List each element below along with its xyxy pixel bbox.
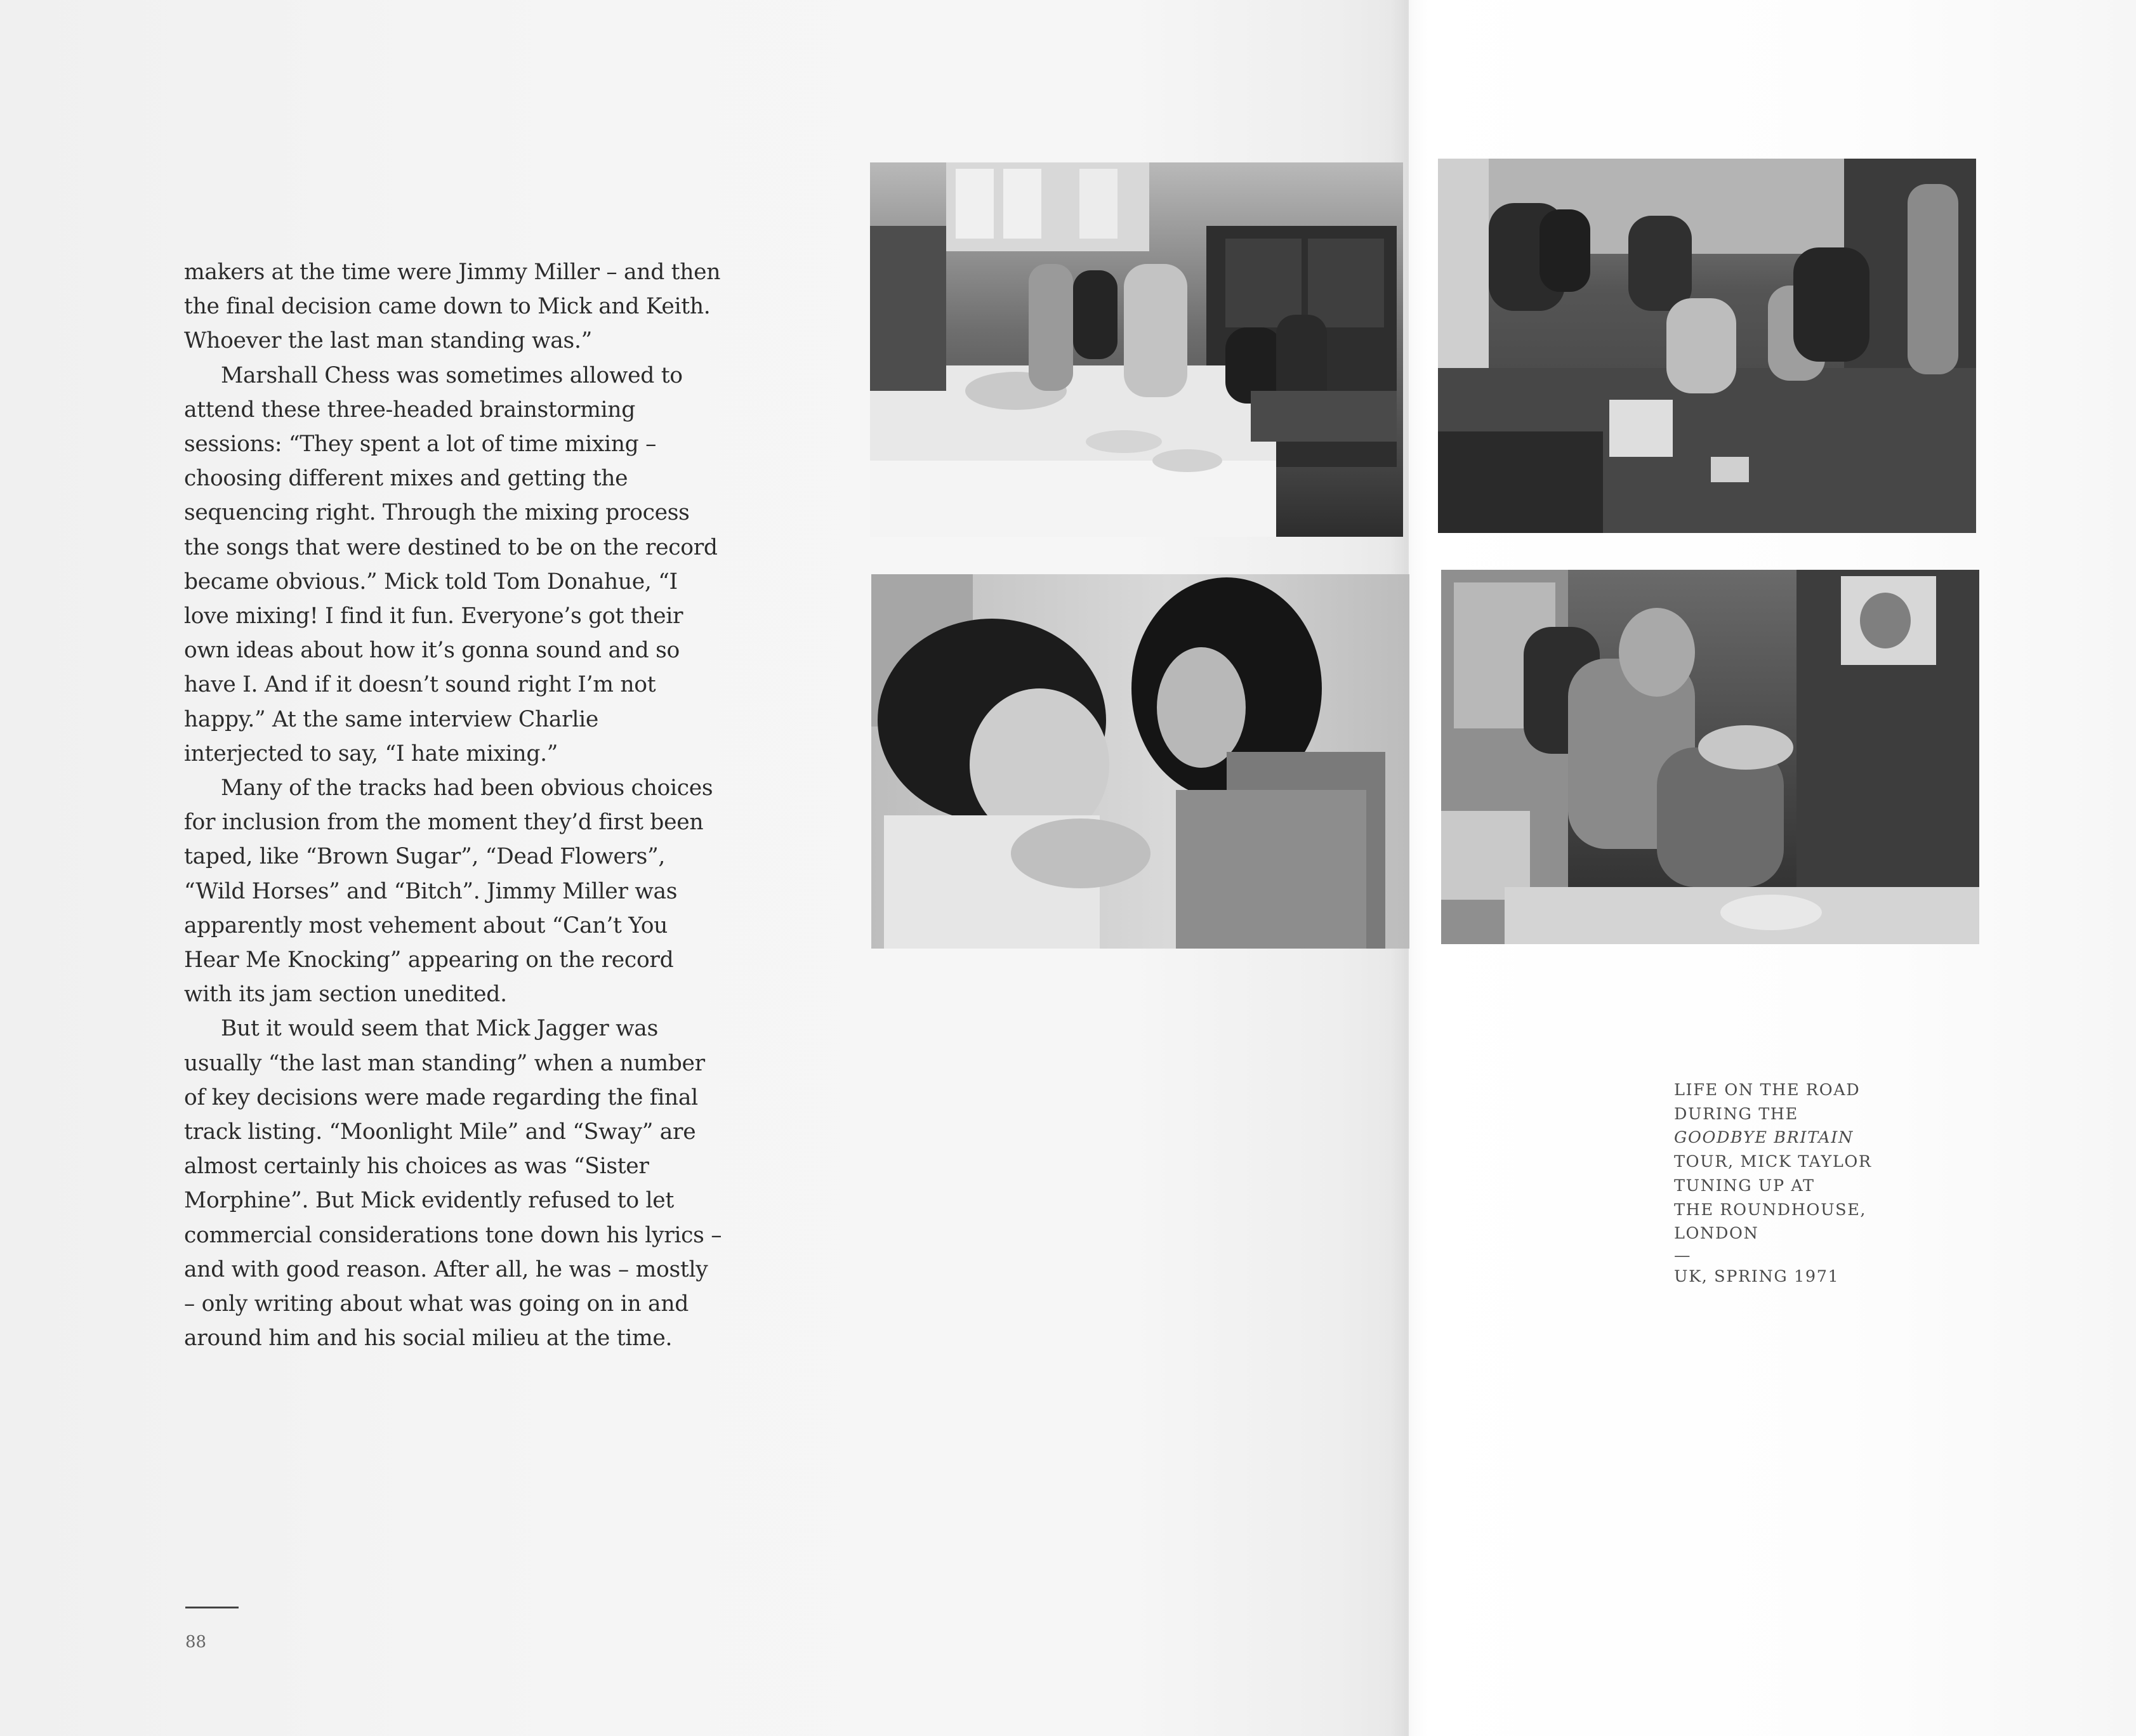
photo-caption [1674,1079,1915,1289]
caption-line-5: TUNING UP AT [1674,1176,1815,1195]
photo-closeup-pair-image [871,574,1409,949]
photo-group-on-floor [1438,159,1976,533]
caption-line-7: LONDON [1674,1224,1759,1244]
caption-line-2: DURING THE [1674,1104,1798,1124]
photo-backstage-tables [870,162,1403,537]
body-text [184,255,723,1356]
photo-backstage-tables-image [870,162,1403,537]
caption-line-6: THE ROUNDHOUSE, [1674,1200,1867,1220]
caption-dash: — [1674,1246,1692,1265]
paragraph-3: Many of the tracks had been obvious choices for inclusion from the moment they’d first been taped, like “Brown Sugar”, “Dead Flowers”, “Wild Horses” and “Bitch”. Jimmy Miller was apparently most vehement about “Can’t You Hear Me Knocking” appearing on the record with its jam section unedited. [184,775,713,1008]
photo-group-cabinet-image [1441,570,1979,944]
caption-line-1: LIFE ON THE ROAD [1674,1081,1861,1100]
paragraph-2: Marshall Chess was sometimes allowed to attend these three-headed brainstorming sessions: “They spent a lot of time mixing – choosing different mixes and getting the sequencing right. Through the mixing process the songs that were destined to be on the record became obvious.” Mick told Tom Donahue, “I love mixing! I find it fun. Everyone’s got their own ideas about how it’s gonna sound and so have I. And if it doesn’t sound right I’m not happy.” At the same interview Charlie interjected to say, “I hate mixing.” [184,362,718,766]
paragraph-4: But it would seem that Mick Jagger was usually “the last man standing” when a number of key decisions were made regarding the final track listing. “Moonlight Mile” and “Sway” are almost certainly his choices as was “Sister Morphine”. But Mick evidently refused to let commercial considerations tone down his lyrics – and with good reason. After all, he was – mostly – only writing about what was going on in and around him and his social milieu at the time. [184,1016,722,1351]
footer-rule [185,1607,239,1608]
caption-date: UK, SPRING 1971 [1674,1266,1840,1286]
photo-group-cabinet [1441,570,1979,944]
caption-line-3: GOODBYE BRITAIN [1674,1128,1854,1148]
photo-closeup-pair [871,574,1409,949]
caption-line-4: TOUR, MICK TAYLOR [1674,1152,1872,1172]
paragraph-1: makers at the time were Jimmy Miller – and then the final decision came down to Mick and Keith. Whoever the last man standing was.” [184,260,721,354]
photo-group-on-floor-image [1438,159,1976,533]
page-number: 88 [185,1633,207,1652]
